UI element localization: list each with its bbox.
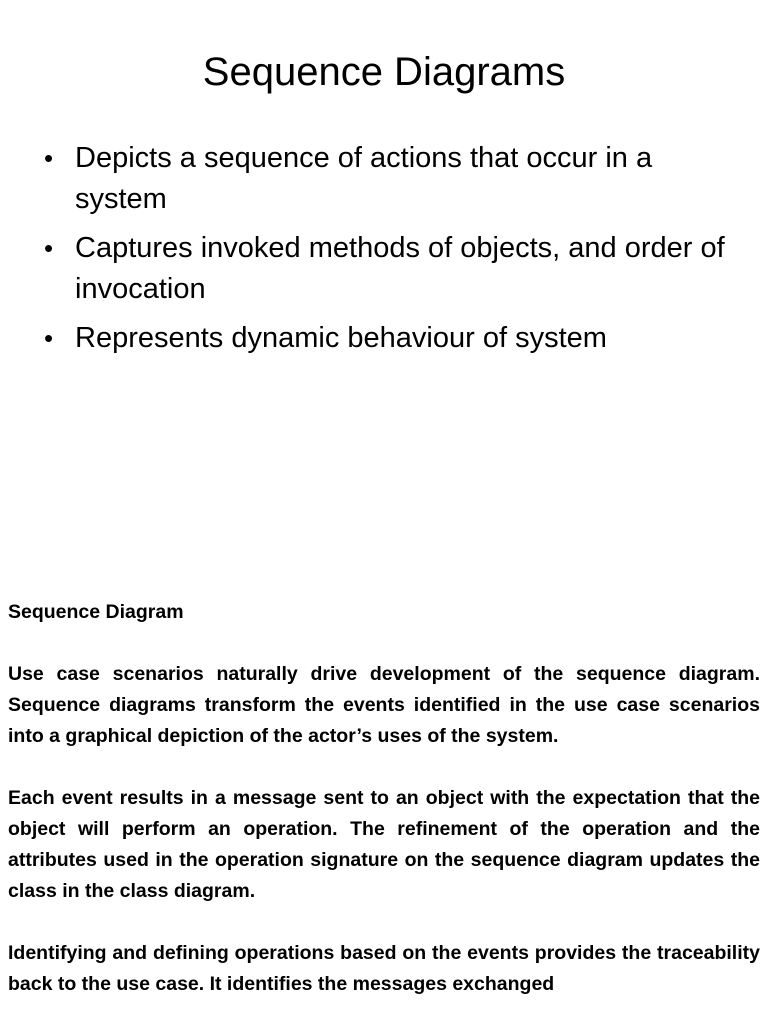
notes-paragraph: Identifying and defining operations based on the events provides the traceability back to the use case. It identifies the messages exchanged	[8, 942, 760, 995]
bullet-text: Captures invoked methods of objects, and order of invocation	[75, 232, 725, 305]
bullet-item	[44, 318, 734, 359]
bullet-text: Depicts a sequence of actions that occur in a system	[75, 142, 653, 215]
bullet-list	[44, 138, 734, 367]
bullet-dot-icon: •	[44, 233, 54, 263]
bullet-item	[44, 228, 734, 310]
notes-paragraph: Each event results in a message sent to an object with the expectation that the object will perform an operation. The refinement of the operation and the attributes used in the operation signature on the sequence diagram updates the class in the class diagram.	[8, 787, 760, 902]
bullet-item	[44, 138, 734, 220]
slide-title: Sequence Diagrams	[202, 50, 566, 94]
notes-heading: Sequence Diagram	[8, 601, 184, 623]
bullet-dot-icon: •	[44, 143, 54, 173]
bullet-dot-icon: •	[44, 323, 54, 353]
notes-paragraph: Use case scenarios naturally drive development of the sequence diagram. Sequence diagrams transform the events identified in the use case scenarios into a graphical depiction of the actor’s uses of the system.	[8, 663, 760, 747]
notes-section	[8, 597, 760, 1031]
bullet-text: Represents dynamic behaviour of system	[75, 322, 607, 354]
